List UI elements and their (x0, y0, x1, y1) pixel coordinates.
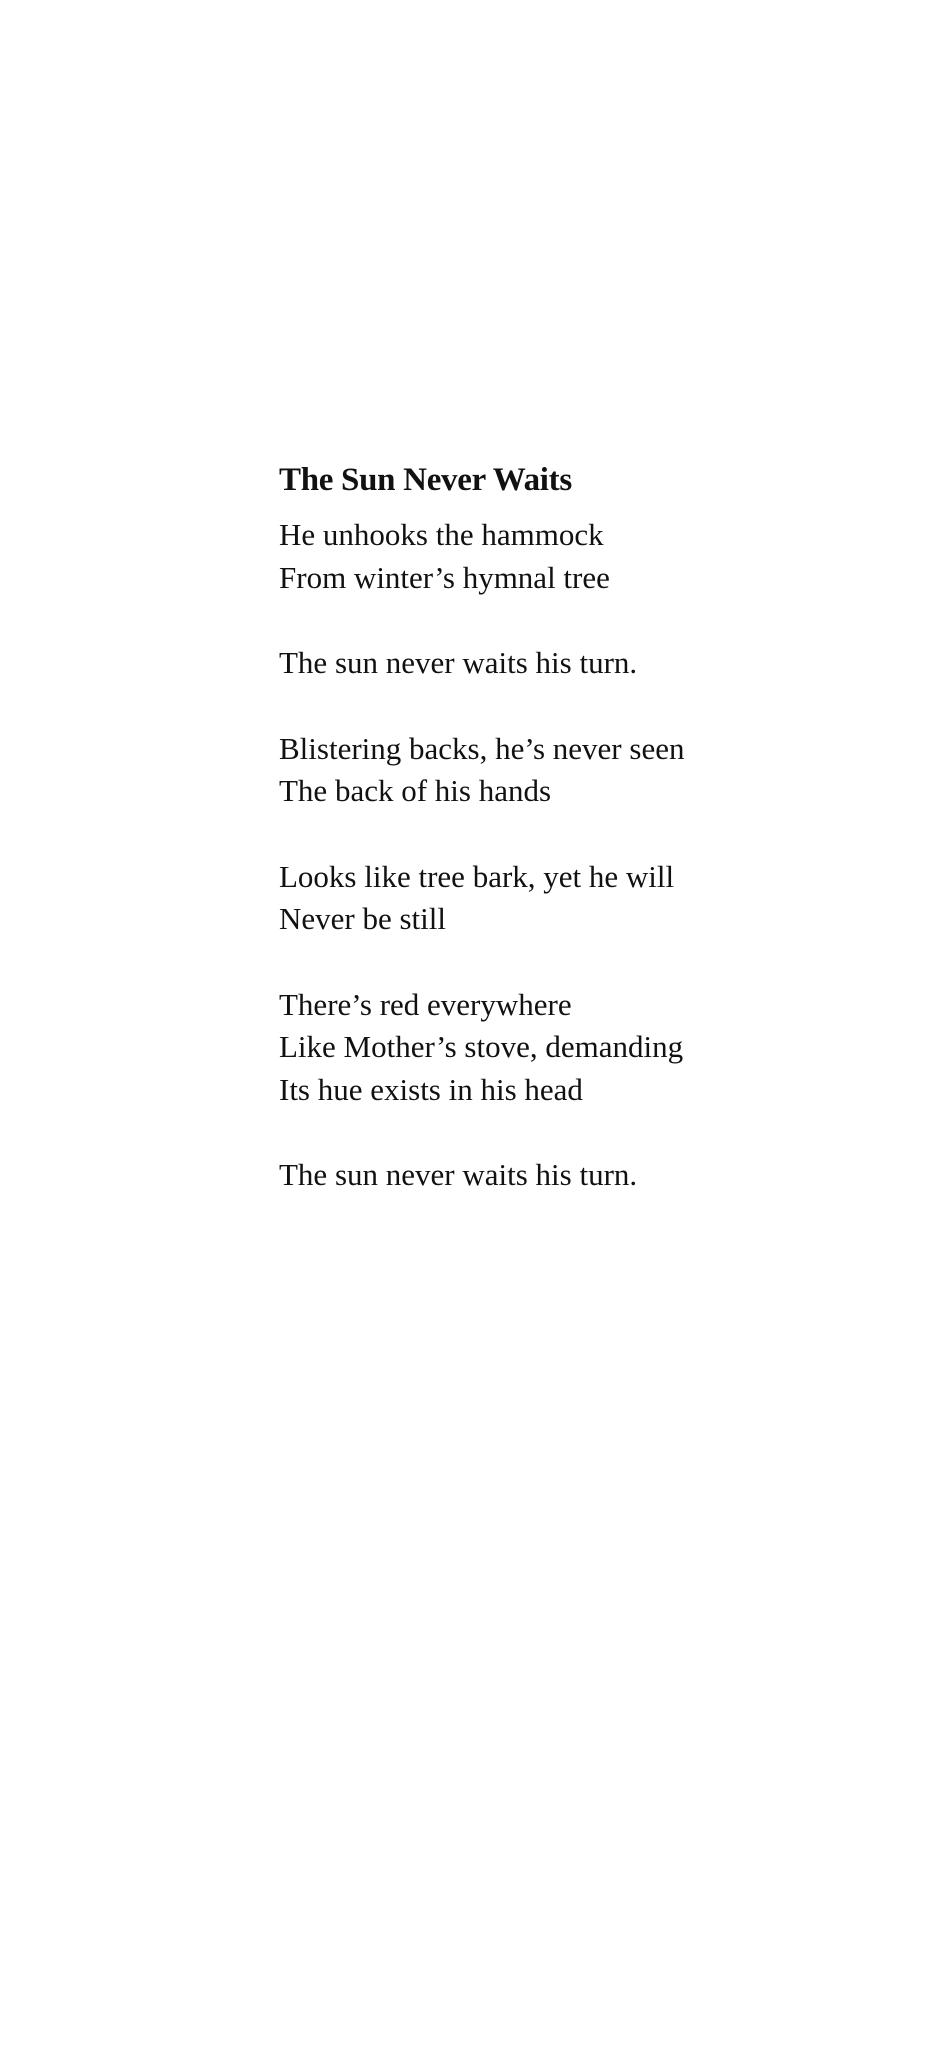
poem-line: The sun never waits his turn. (279, 1157, 638, 1192)
poem-line: The back of his hands (279, 773, 552, 808)
poem (279, 458, 899, 1240)
poem-line: He unhooks the hammock (279, 517, 604, 552)
poem-line: Like Mother’s stove, demanding (279, 1029, 684, 1064)
stanza-1 (279, 514, 899, 599)
stanza-5 (279, 984, 899, 1112)
stanza-4 (279, 856, 899, 941)
poem-line: Never be still (279, 901, 447, 936)
poem-line: Blistering backs, he’s never seen (279, 730, 685, 766)
poem-line: From winter’s hymnal tree (279, 559, 610, 595)
poem-line: There’s red everywhere (279, 986, 572, 1022)
stanza-6 (279, 1154, 899, 1197)
poem-title: The Sun Never Waits (279, 462, 572, 498)
stanza-3 (279, 728, 899, 813)
poem-line: Its hue exists in his head (279, 1071, 583, 1107)
poem-line: Looks like tree bark, yet he will (279, 858, 675, 894)
stanza-2 (279, 642, 899, 685)
poem-line: The sun never waits his turn. (279, 645, 638, 680)
